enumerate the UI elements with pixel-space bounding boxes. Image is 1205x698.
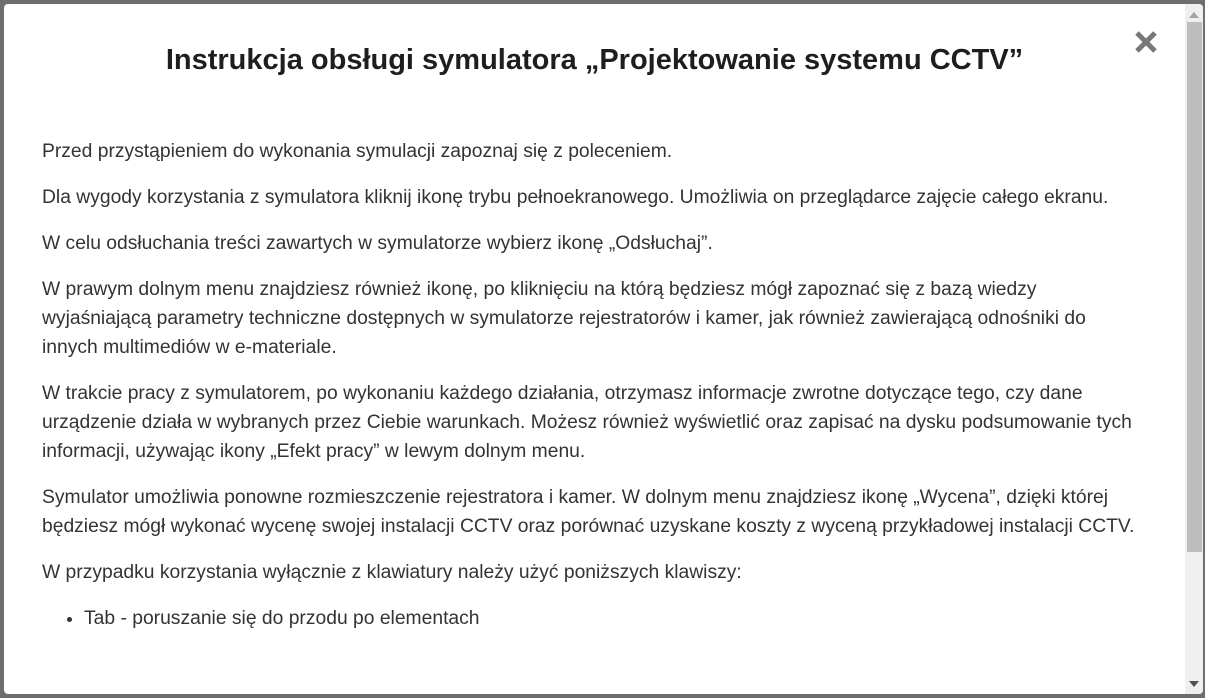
paragraph-keyboard: W przypadku korzystania wyłącznie z klawiatury należy użyć poniższych klawiszy: xyxy=(42,562,742,583)
scroll-down-arrow-icon xyxy=(1189,681,1199,687)
modal-content xyxy=(4,4,1185,694)
keyboard-shortcuts-list xyxy=(42,604,1142,633)
close-button[interactable] xyxy=(1132,28,1160,56)
modal-title: Instrukcja obsługi symulatora „Projektowanie systemu CCTV” xyxy=(165,44,1024,76)
scroll-up-button[interactable] xyxy=(1185,7,1203,23)
instructions-modal xyxy=(4,4,1203,694)
list-item: • Tab - poruszanie się do przodu po elementach xyxy=(84,604,1142,633)
paragraph-knowledge-base: W prawym dolnym menu znajdziesz również ikonę, po kliknięciu na którą będziesz mógł zapoznać się z bazą wiedzy wyjaśniającą parametry techniczne dostępnych w symulatorze rejestratorów i kamer, jak również zawierającą odnośniki do innych multimediów w e-materiale. xyxy=(42,279,1086,358)
paragraph-fullscreen: Dla wygody korzystania z symulatora kliknij ikonę trybu pełnoekranowego. Umożliwia on przeglądarce zajęcie całego ekranu. xyxy=(42,187,1109,208)
paragraph-feedback: W trakcie pracy z symulatorem, po wykonaniu każdego działania, otrzymasz informacje zwrotne dotyczące tego, czy dane urządzenie działa w wybranych przez Ciebie warunkach. Możesz również wyświetlić oraz zapisać na dysku podsumowanie tych informacji, używając ikony „Efekt pracy” w lewym dolnym menu. xyxy=(42,383,1132,462)
paragraph-intro: Przed przystąpieniem do wykonania symulacji zapoznaj się z poleceniem. xyxy=(42,141,673,162)
paragraph-listen: W celu odsłuchania treści zawartych w symulatorze wybierz ikonę „Odsłuchaj”. xyxy=(42,233,713,254)
paragraph-pricing: Symulator umożliwia ponowne rozmieszczenie rejestratora i kamer. W dolnym menu znajdziesz ikonę „Wycena”, dzięki której będziesz mógł wykonać wycenę swojej instalacji CCTV oraz porównać uzyskane koszty z wyceną przykładowej instalacji CCTV. xyxy=(42,487,1135,537)
scroll-thumb[interactable] xyxy=(1187,22,1202,552)
scroll-up-arrow-icon xyxy=(1189,12,1199,18)
modal-body xyxy=(42,137,1142,633)
vertical-scrollbar[interactable] xyxy=(1185,4,1203,694)
close-icon xyxy=(1132,28,1160,56)
scroll-down-button[interactable] xyxy=(1185,676,1203,692)
